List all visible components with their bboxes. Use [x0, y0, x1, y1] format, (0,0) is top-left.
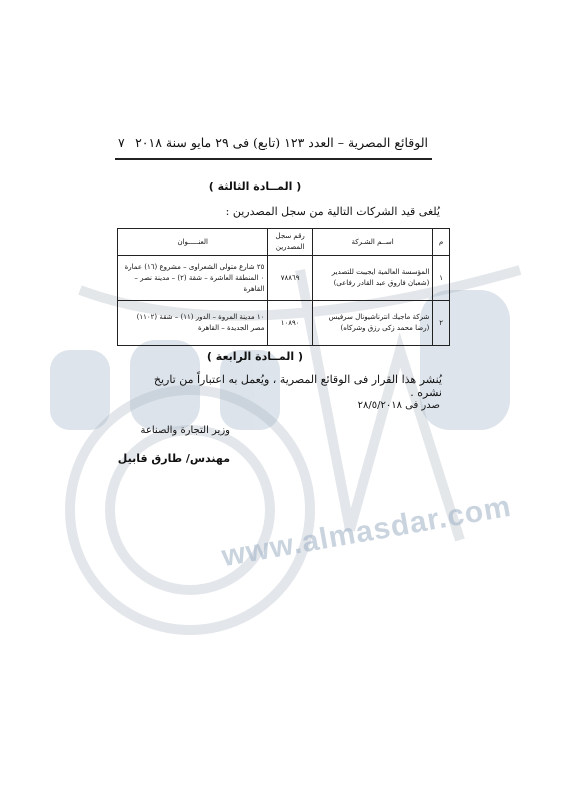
table-header-row	[118, 229, 450, 256]
page-header	[118, 135, 428, 150]
minister-title: وزير التجارة والصناعة	[140, 425, 230, 436]
issue-date: صدر فى ٢٨/٥/٢٠١٨	[357, 400, 440, 411]
row-company: المؤسسة العالمية ايجيبت للتصدير (شعبان فاروق عبد القادر رفاعى)	[312, 256, 432, 301]
article-3-title: ( المــادة الثالثة )	[208, 180, 302, 193]
page-number: ٧	[118, 135, 125, 150]
row-num: ٢	[433, 301, 450, 346]
publication-title: الوقائع المصرية – العدد ١٢٣ (تابع) فى ٢٩ مايو سنة ٢٠١٨	[135, 135, 428, 150]
table-row	[118, 256, 450, 301]
row-address: ١٠ مدينة المروة – الدور (١١) – شقة (١١٠٢) مصر الجديدة – القاهرة	[118, 301, 268, 346]
article-4-text: يُنشر هذا القرار فى الوقائع المصرية ، ويُعمل به اعتباراً من تاريخ نشره .	[153, 373, 442, 399]
header-address: العنـــــوان	[118, 229, 268, 256]
article-3-intro: يُلغى قيد الشركات التالية من سجل المصدرين :	[225, 205, 440, 218]
row-reg: ١٠٨٩٠	[268, 301, 312, 346]
header-num: م	[433, 229, 450, 256]
row-num: ١	[433, 256, 450, 301]
article-4-title: ( المــادة الرابعة )	[206, 350, 304, 363]
row-reg: ٧٨٨٦٩	[268, 256, 312, 301]
watermark-url: www.almasdar.com	[219, 489, 514, 574]
signatory-name: مهندس/ طارق قابيل	[117, 452, 230, 465]
header-reg: رقم سجل المصدرين	[268, 229, 312, 256]
header-divider	[115, 158, 432, 160]
header-company: اســم الشـركة	[312, 229, 432, 256]
exporters-table	[117, 228, 450, 346]
row-company: شركة ماجيك انترناشيونال سرفيس (رضا محمد زكى رزق وشركاه)	[312, 301, 432, 346]
table-row	[118, 301, 450, 346]
row-address: ٢٥ شارع متولى الشعراوى – مشروع (١٦) عمارة ٠ المنطقة العاشرة – شقة (٢) – مدينة نصر – القاهرة	[118, 256, 268, 301]
